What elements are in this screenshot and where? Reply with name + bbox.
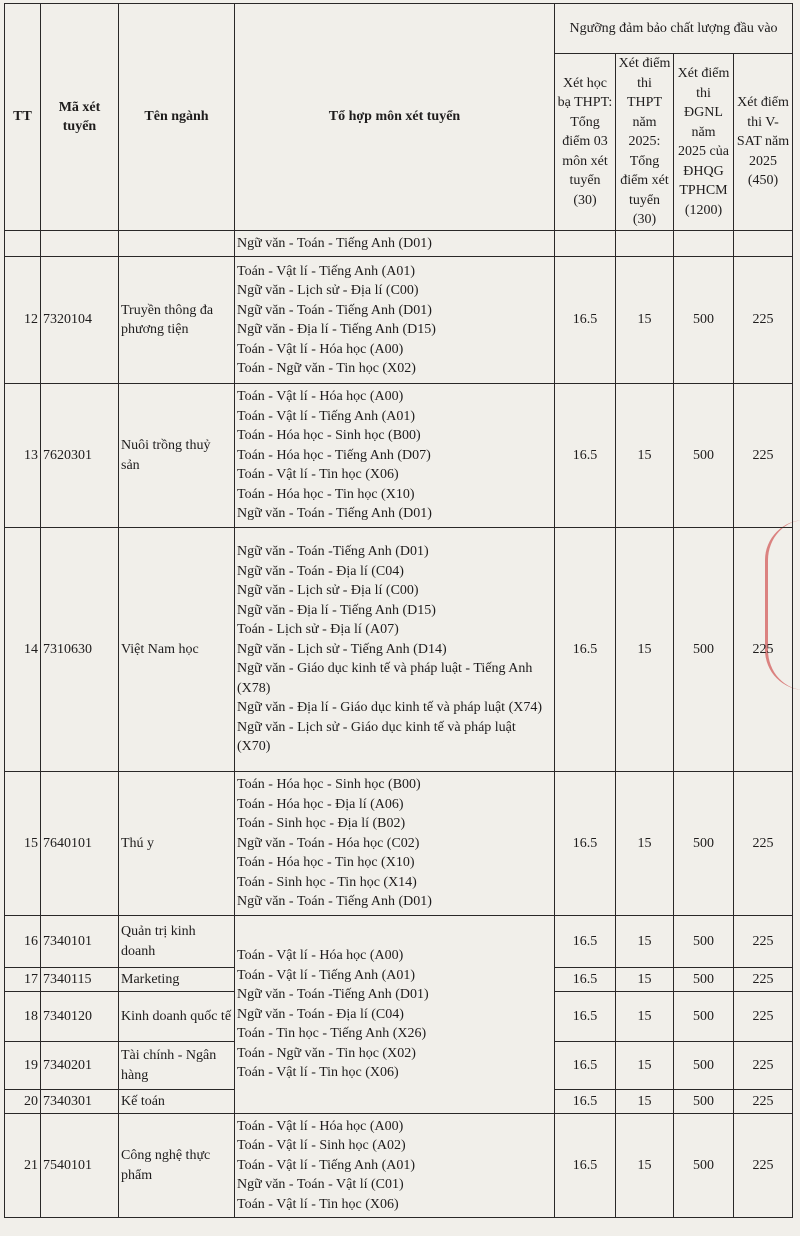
row-code: 7620301	[41, 384, 119, 528]
row-major: Công nghệ thực phẩm	[119, 1114, 235, 1218]
score-hocba: 16.5	[555, 1090, 616, 1114]
combo-item: Ngữ văn - Địa lí - Tiếng Anh (D15)	[237, 602, 436, 618]
combo-item: Ngữ văn - Toán - Địa lí (C04)	[237, 563, 404, 579]
header-code: Mã xét tuyển	[41, 4, 119, 231]
score-hocba: 16.5	[555, 992, 616, 1042]
row-tt: 14	[5, 528, 41, 772]
combo-item: Ngữ văn - Toán - Tiếng Anh (D01)	[237, 506, 432, 522]
combo-item: Ngữ văn - Địa lí - Giáo dục kinh tế và pháp luật (X74)	[237, 700, 543, 716]
row-code: 7340301	[41, 1090, 119, 1114]
row-major: Marketing	[119, 968, 235, 992]
table-row	[5, 528, 793, 772]
score-thpt: 15	[616, 1114, 674, 1218]
combo-item: Toán - Vật lí - Sinh học (A02)	[237, 1138, 406, 1154]
combo-item: Toán - Vật lí - Hóa học (A00)	[237, 948, 404, 964]
combo-item: Ngữ văn - Toán - Tiếng Anh (D01)	[237, 894, 432, 910]
row-tt: 12	[5, 257, 41, 384]
combo-cell	[235, 1114, 555, 1218]
score-vsat: 225	[734, 528, 793, 772]
table-row	[5, 384, 793, 528]
table-row	[5, 1114, 793, 1218]
score-dgnl: 500	[674, 1090, 734, 1114]
table-row	[5, 257, 793, 384]
row-tt: 17	[5, 968, 41, 992]
score-thpt: 15	[616, 1090, 674, 1114]
score-thpt: 15	[616, 916, 674, 968]
score-dgnl: 500	[674, 992, 734, 1042]
combo-item: Toán - Tin học - Tiếng Anh (X26)	[237, 1026, 427, 1042]
row-major: Nuôi trồng thuỷ sản	[119, 384, 235, 528]
combo-cell	[235, 772, 555, 916]
header-major: Tên ngành	[119, 4, 235, 231]
combo-item: Ngữ văn - Lịch sử - Tiếng Anh (D14)	[237, 641, 447, 657]
combo-item: Toán - Hóa học - Tin học (X10)	[237, 486, 415, 502]
table-row	[5, 772, 793, 916]
combo-item: Toán - Vật lí - Tin học (X06)	[237, 1196, 399, 1212]
score-thpt: 15	[616, 257, 674, 384]
row-code: 7320104	[41, 257, 119, 384]
continuation-row	[5, 231, 793, 257]
combo-item: Toán - Vật lí - Tiếng Anh (A01)	[237, 1157, 416, 1173]
score-hocba: 16.5	[555, 257, 616, 384]
combo-item: Toán - Sinh học - Địa lí (B02)	[237, 816, 406, 832]
combo-item: Toán - Vật lí - Tin học (X06)	[237, 1065, 399, 1081]
row-major: Thú y	[119, 772, 235, 916]
score-hocba: 16.5	[555, 772, 616, 916]
score-vsat: 225	[734, 992, 793, 1042]
row-major: Việt Nam học	[119, 528, 235, 772]
row-code: 7340201	[41, 1042, 119, 1090]
combo-item: Toán - Vật lí - Tiếng Anh (A01)	[237, 967, 416, 983]
combo-item: Ngữ văn - Lịch sử - Địa lí (C00)	[237, 283, 419, 298]
combo-item: Toán - Vật lí - Hóa học (A00)	[237, 341, 404, 357]
score-dgnl: 500	[674, 528, 734, 772]
row-code: 7340101	[41, 916, 119, 968]
score-thpt: 15	[616, 772, 674, 916]
combo-item: Toán - Hóa học - Địa lí (A06)	[237, 796, 404, 812]
score-dgnl: 500	[674, 772, 734, 916]
combo-item: Ngữ văn - Toán - Vật lí (C01)	[237, 1177, 404, 1193]
combo-item: Toán - Vật lí - Hóa học (A00)	[237, 1118, 404, 1134]
score-dgnl: 500	[674, 1042, 734, 1090]
score-thpt: 15	[616, 384, 674, 528]
row-tt: 21	[5, 1114, 41, 1218]
row-major: Truyền thông đa phương tiện	[119, 257, 235, 384]
combo-item: Toán - Hóa học - Sinh học (B00)	[237, 428, 421, 444]
combo-item: Ngữ văn - Địa lí - Tiếng Anh (D15)	[237, 322, 436, 337]
score-vsat: 225	[734, 1090, 793, 1114]
score-hocba: 16.5	[555, 528, 616, 772]
row-code: 7310630	[41, 528, 119, 772]
combo-item: Ngữ văn - Giáo dục kinh tế và pháp luật - Tiếng Anh (X78)	[237, 661, 533, 696]
score-hocba: 16.5	[555, 384, 616, 528]
score-dgnl: 500	[674, 257, 734, 384]
score-vsat: 225	[734, 257, 793, 384]
score-vsat: 225	[734, 384, 793, 528]
combo-item: Toán - Ngữ văn - Tin học (X02)	[237, 1045, 416, 1061]
combo-item: Toán - Vật lí - Tin học (X06)	[237, 467, 399, 483]
combo-item: Ngữ văn - Toán - Địa lí (C04)	[237, 1006, 404, 1022]
score-hocba: 16.5	[555, 916, 616, 968]
combo-item: Toán - Lịch sử - Địa lí (A07)	[237, 622, 399, 638]
score-thpt: 15	[616, 1042, 674, 1090]
combo-item: Toán - Hóa học - Tiếng Anh (D07)	[237, 447, 431, 463]
header-thpt: Xét điểm thi THPT năm 2025: Tổng điểm xét tuyển (30)	[616, 54, 674, 231]
score-dgnl: 500	[674, 384, 734, 528]
combo-item: Ngữ văn - Lịch sử - Địa lí (C00)	[237, 583, 419, 599]
combo-cell	[235, 916, 555, 1114]
row-code: 7640101	[41, 772, 119, 916]
row-tt: 20	[5, 1090, 41, 1114]
combo-item: Toán - Vật lí - Hóa học (A00)	[237, 389, 404, 405]
score-thpt: 15	[616, 992, 674, 1042]
combo-item: Ngữ văn - Toán - Tiếng Anh (D01)	[237, 302, 432, 318]
score-thpt: 15	[616, 528, 674, 772]
table-row	[5, 916, 793, 968]
score-vsat: 225	[734, 1114, 793, 1218]
header-vsat: Xét điểm thi V-SAT năm 2025 (450)	[734, 54, 793, 231]
row-code: 7540101	[41, 1114, 119, 1218]
score-vsat: 225	[734, 968, 793, 992]
score-hocba: 16.5	[555, 1042, 616, 1090]
combo-item: Toán - Vật lí - Tiếng Anh (A01)	[237, 263, 416, 279]
score-vsat: 225	[734, 772, 793, 916]
row-major: Kế toán	[119, 1090, 235, 1114]
row-major: Tài chính - Ngân hàng	[119, 1042, 235, 1090]
combo-item: Ngữ văn - Toán -Tiếng Anh (D01)	[237, 987, 429, 1003]
row-major: Kinh doanh quốc tế	[119, 992, 235, 1042]
score-vsat: 225	[734, 916, 793, 968]
score-hocba: 16.5	[555, 1114, 616, 1218]
combo-item: Ngữ văn - Toán - Tiếng Anh (D01)	[237, 235, 432, 251]
admission-threshold-table	[4, 3, 793, 1218]
row-major: Quản trị kinh doanh	[119, 916, 235, 968]
header-combination: Tổ hợp môn xét tuyển	[235, 4, 555, 231]
row-tt: 16	[5, 916, 41, 968]
score-hocba: 16.5	[555, 968, 616, 992]
combo-item: Toán - Hóa học - Sinh học (B00)	[237, 777, 421, 793]
header-hocba: Xét học bạ THPT: Tổng điểm 03 môn xét tuyển (30)	[555, 54, 616, 231]
row-tt: 13	[5, 384, 41, 528]
combo-cell	[235, 231, 555, 257]
combo-item: Toán - Sinh học - Tin học (X14)	[237, 874, 417, 890]
combo-item: Ngữ văn - Lịch sử - Giáo dục kinh tế và pháp luật (X70)	[237, 719, 516, 755]
score-dgnl: 500	[674, 968, 734, 992]
combo-item: Toán - Ngữ văn - Tin học (X02)	[237, 361, 416, 376]
score-dgnl: 500	[674, 1114, 734, 1218]
row-code: 7340120	[41, 992, 119, 1042]
header-threshold: Ngưỡng đảm bảo chất lượng đầu vào	[555, 4, 793, 54]
combo-cell	[235, 528, 555, 772]
header-tt: TT	[5, 4, 41, 231]
row-code: 7340115	[41, 968, 119, 992]
combo-item: Toán - Vật lí - Tiếng Anh (A01)	[237, 408, 416, 424]
combo-item: Toán - Hóa học - Tin học (X10)	[237, 855, 415, 871]
row-tt: 15	[5, 772, 41, 916]
score-thpt: 15	[616, 968, 674, 992]
score-vsat: 225	[734, 1042, 793, 1090]
row-tt: 18	[5, 992, 41, 1042]
combo-item: Ngữ văn - Toán - Hóa học (C02)	[237, 835, 420, 851]
header-dgnl: Xét điểm thi ĐGNL năm 2025 của ĐHQG TPHCM (1200)	[674, 54, 734, 231]
combo-cell	[235, 257, 555, 384]
row-tt: 19	[5, 1042, 41, 1090]
combo-cell	[235, 384, 555, 528]
combo-item: Ngữ văn - Toán -Tiếng Anh (D01)	[237, 544, 429, 560]
score-dgnl: 500	[674, 916, 734, 968]
